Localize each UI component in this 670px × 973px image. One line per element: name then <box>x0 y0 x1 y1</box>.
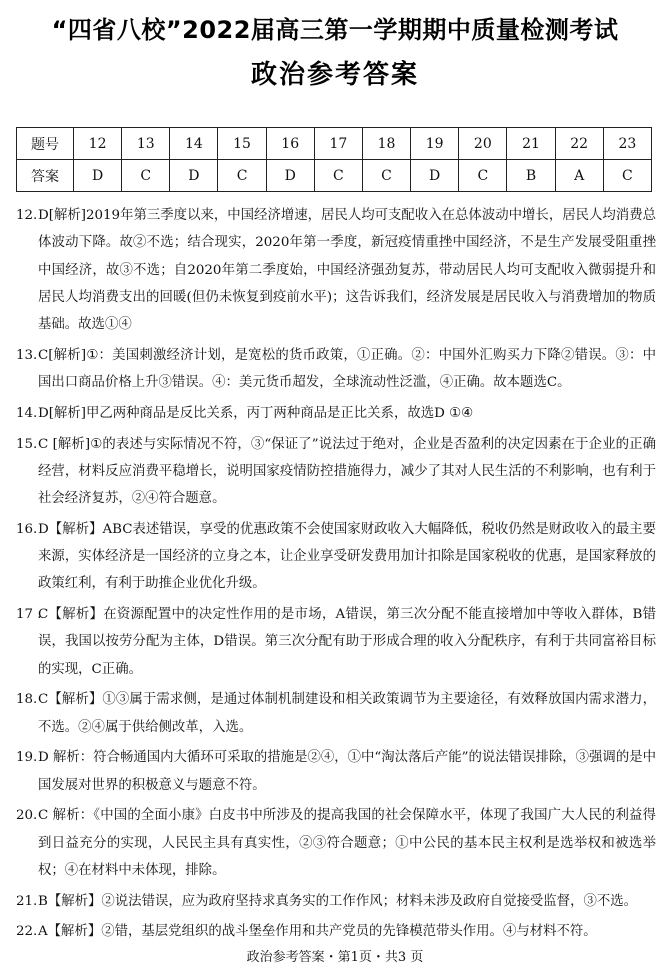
question-number-cell: 23 <box>603 128 651 160</box>
explanation-item <box>0 202 670 338</box>
item-number: 21. <box>16 893 38 909</box>
item-text: A【解析】②错，基层党组织的战斗堡垒作用和共产党员的先锋模范带头作用。④与材料不符。 <box>38 924 597 940</box>
answer-row-label: 答案 <box>17 160 74 192</box>
item-number: 15. <box>16 436 38 452</box>
answer-cell: C <box>314 160 362 192</box>
question-number-cell: 16 <box>266 128 314 160</box>
item-text: C[解析]①：美国刺激经济计划，是宽松的货币政策，①正确。②：中国外汇购买力下降②错误。③：中国出口商品价格上升③错误。④：美元货币超发，全球流动性泛滥，④正确。故本题选C。 <box>38 347 656 391</box>
item-number: 18. <box>16 692 38 708</box>
answer-row <box>17 160 652 192</box>
item-number: 13. <box>16 347 38 363</box>
explanation-item <box>0 918 670 945</box>
answer-table <box>16 127 652 192</box>
item-number: 20. <box>16 808 38 824</box>
answer-cell: C <box>218 160 266 192</box>
explanation-item <box>0 888 670 915</box>
answer-cell: D <box>411 160 459 192</box>
item-number: 14. <box>16 405 38 421</box>
question-number-cell: 17 <box>314 128 362 160</box>
question-number-cell: 14 <box>170 128 218 160</box>
item-text: C [解析]①的表述与实际情况不符，③“保证了”说法过于绝对，企业是否盈利的决定因素在于企业的正确经营，材料反应消费平稳增长，说明国家疫情防控措施得力，减少了其对人民生活的不利影响，也有利于社会经济复苏，②④符合题意。 <box>38 436 656 507</box>
explanation-item <box>0 802 670 884</box>
question-row-label: 题号 <box>17 128 74 160</box>
document-title: “四省八校”2022届高三第一学期期中质量检测考试 <box>51 16 619 44</box>
answer-cell: D <box>266 160 314 192</box>
explanation-item <box>0 601 670 683</box>
item-number: 19. <box>16 750 38 766</box>
item-number: 17 . <box>16 607 42 623</box>
question-number-cell: 18 <box>362 128 410 160</box>
question-number-cell: 13 <box>122 128 170 160</box>
answer-explanations <box>0 202 670 949</box>
item-text: D 解析：符合畅通国内大循环可采取的措施是②④，①中“淘汰落后产能”的说法错误排除，③强调的是中国发展对世界的积极意义与题意不符。 <box>38 750 656 793</box>
question-number-cell: 19 <box>411 128 459 160</box>
answer-cell: C <box>603 160 651 192</box>
item-text: C【解析】①③属于需求侧，是通过体制机制建设和相关政策调节为主要途径，有效释放国内需求潜力，不选。②④属于供给侧改革，入选。 <box>38 692 656 735</box>
answer-cell: C <box>362 160 410 192</box>
answer-cell: A <box>555 160 603 192</box>
item-text: C 解析：《中国的全面小康》白皮书中所涉及的提高我国的社会保障水平，体现了我国广大人民的利益得到日益充分的实现，人民民主具有真实性，②③符合题意；①中公民的基本民主权利是选举权和被选举权；④在材料中未体现，排除。 <box>38 808 656 878</box>
explanation-item <box>0 342 670 397</box>
answer-cell: B <box>507 160 555 192</box>
question-number-cell: 22 <box>555 128 603 160</box>
question-number-cell: 20 <box>459 128 507 160</box>
item-text: D[解析]甲乙两种商品是反比关系，丙丁两种商品是正比关系，故选D ①④ <box>38 405 474 421</box>
item-number: 12. <box>16 208 38 223</box>
question-number-cell: 21 <box>507 128 555 160</box>
explanation-item <box>0 431 670 513</box>
question-number-row <box>17 128 652 160</box>
question-number-cell: 12 <box>74 128 122 160</box>
item-text: B【解析】②说法错误，应为政府坚持求真务实的工作作风；材料未涉及政府自觉接受监督，③不选。 <box>38 893 638 909</box>
answer-cell: D <box>74 160 122 192</box>
explanation-item <box>0 400 670 427</box>
explanation-item <box>0 744 670 799</box>
answer-cell: C <box>122 160 170 192</box>
page-footer: 政治参考答案・第1页・共3 页 <box>246 950 424 965</box>
answer-cell: D <box>170 160 218 192</box>
item-text: D【解析】ABC表述错误，享受的优惠政策不会使国家财政收入大幅降低，税收仍然是财政收入的最主要来源，实体经济是一国经济的立身之本，让企业享受研发费用加计扣除是国家税收的优惠，是国家释放的政策红利，有利于助推企业优化升级。 <box>38 521 656 592</box>
item-text: D[解析]2019年第三季度以来，中国经济增速，居民人均可支配收入在总体波动中增长，居民人均消费总体波动下降。故②不选；结合现实，2020年第一季度，新冠疫情重挫中国经济，不是生产发展受阻重挫中国经济，故③不选；自2020年第二季度始，中国经济强劲复苏，带动居民人均可支配收入微弱提升和居民人均消费支出的回暖(但仍未恢复到疫前水平)；这告诉我们，经济发展是居民收入与消费增加的物质基础。故选①④ <box>38 208 656 333</box>
item-number: 16. <box>16 521 38 537</box>
document-subtitle: 政治参考答案 <box>250 60 419 90</box>
item-text: C【解析】在资源配置中的决定性作用的是市场，A错误，第三次分配不能直接增加中等收入群体，B错误，我国以按劳分配为主体，D错误。第三次分配有助于形成合理的收入分配秩序，有利于共同富裕目标的实现，C正确。 <box>38 607 656 677</box>
answer-cell: C <box>459 160 507 192</box>
item-number: 22. <box>16 924 38 940</box>
question-number-cell: 15 <box>218 128 266 160</box>
explanation-item <box>0 686 670 741</box>
explanation-item <box>0 516 670 598</box>
